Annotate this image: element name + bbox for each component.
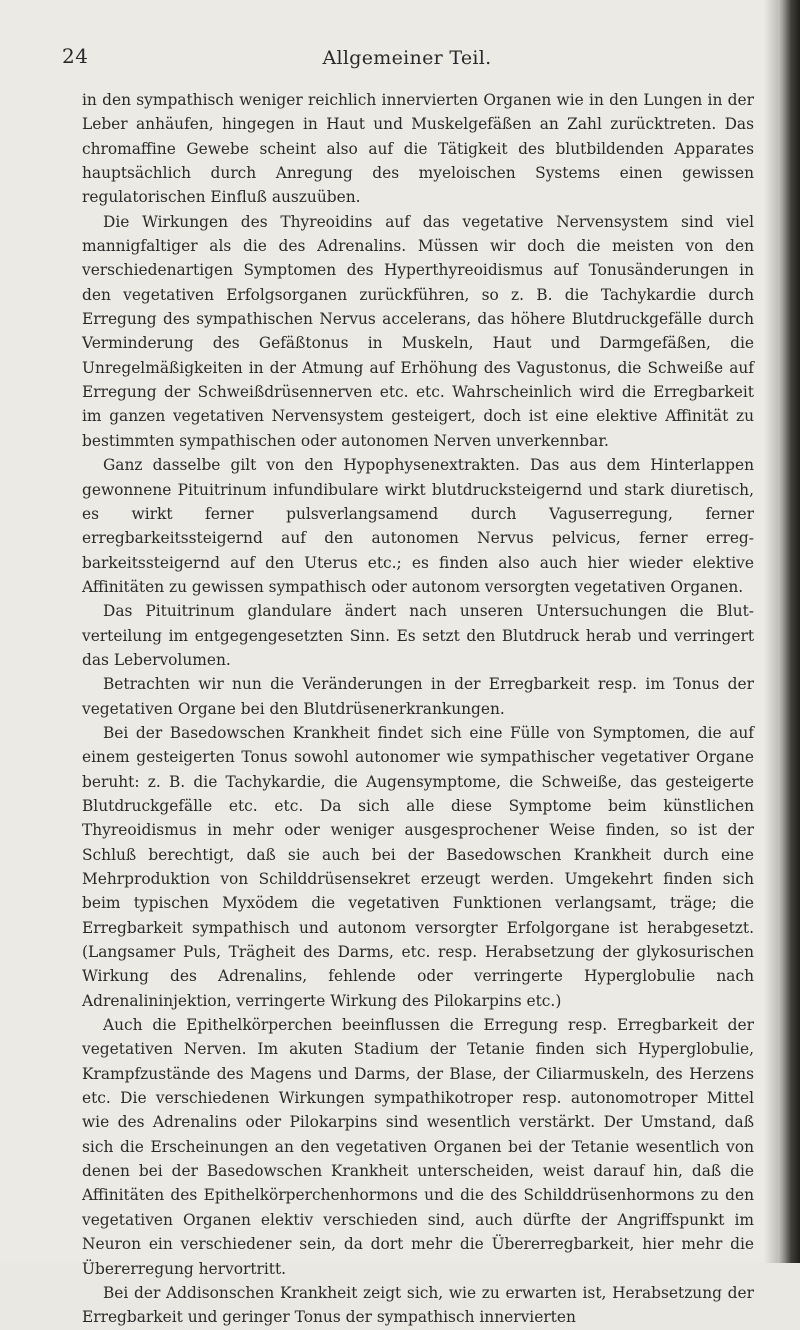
page-gutter-shadow	[764, 0, 778, 1263]
paragraph: Auch die Epithelkörperchen beeinflussen die Erregung resp. Erregbarkeit der vegetativen Nerven. Im akuten Stadium der Tetanie finden sich Hyperglobulie, Krampfzustände des Magens und Darms, der Blase, der Ciliarmuskeln, des Herzens etc. Die verschiedenen Wirkungen sympathikotroper resp. autonomotroper Mittel wie des Adrenalins oder Pilokarpins sind wesentlich verstärkt. Der Umstand, daß sich die Erscheinungen an den vegetativen Organen bei der Tetanie wesentlich von denen bei der Basedowschen Krankheit unterscheiden, weist darauf hin, daß die Affinitäten des Epithelkörperchenhormons und die des Schilddrüsenhormons zu den vegetativen Organen elektiv verschieden sind, auch dürfte der Angriffspunkt im Neuron ein verschiedener sein, da dort mehr die Übererregbarkeit, hier mehr die Übererregung hervortritt.	[82, 1016, 754, 1278]
page-header	[62, 44, 752, 74]
paragraph: Das Pituitrinum glandulare ändert nach unseren Untersuchungen die Blutverteilung im entgegengesetzten Sinn. Es setzt den Blutdruck herab und verringert das Lebervolumen.	[82, 602, 754, 669]
paragraph: Betrachten wir nun die Veränderungen in der Erregbarkeit resp. im Tonus der vegetativen Organe bei den Blutdrüsenerkrankungen.	[82, 675, 754, 718]
book-binding-edge	[778, 0, 800, 1263]
page-number: 24	[62, 44, 89, 68]
paragraph: Die Wirkungen des Thyreoidins auf das vegetative Nervensystem sind viel mannigfaltiger als die des Adrenalins. Müssen wir doch die meisten von den verschiedenartigen Symptomen des Hyperthyreoidismus auf Tonusänderungen in den vegetativen Erfolgsorganen zurückführen, so z. B. die Tachykardie durch Erregung des sympathischen Nervus accelerans, das höhere Blutdruckgefälle durch Verminderung des Gefäßtonus in Muskeln, Haut und Darmgefäßen, die Unregelmäßigkeiten in der Atmung auf Erhöhung des Vagustonus, die Schweiße auf Erregung der Schweißdrüsennerven etc. etc. Wahrscheinlich wird die Erregbarkeit im ganzen vegetativen Nervensystem gesteigert, doch ist eine elektive Affinität zu bestimmten sympathischen oder autonomen Nerven unverkennbar.	[82, 212, 754, 450]
paragraph: Bei der Addisonschen Krankheit zeigt sich, wie zu erwarten ist, Herabsetzung der Erregbarkeit und geringer Tonus der sympathisch innervierten	[82, 1283, 754, 1327]
running-head: Allgemeiner Teil.	[322, 47, 492, 69]
paragraph: Bei der Basedowschen Krankheit findet sich eine Fülle von Symptomen, die auf einem gesteigerten Tonus sowohl autonomer wie sympathischer vegetativer Organe beruht: z. B. die Tachykardie, die Augensymptome, die Schweiße, das gesteigerte Blutdruckgefälle etc. etc. Da sich alle diese Symptome beim künstlichen Thyreoidismus in mehr oder weniger ausgesprochener Weise finden, so ist der Schluß berechtigt, daß sie auch bei der Basedowschen Krankheit durch eine Mehrproduktion von Schilddrüsensekret erzeugt werden. Umgekehrt finden sich beim typischen Myxödem die vegetativen Funktionen verlangsamt, träge; die Erregbarkeit sympathisch und autonom versorgter Erfolgorgane ist herabgesetzt. (Langsamer Puls, Trägheit des Darms, etc. resp. Herabsetzung der glykosurischen Wirkung des Adrenalins, fehlende oder verringerte Hyperglobulie nach Adrenalininjektion, verringerte Wirkung des Pilokarpins etc.)	[82, 723, 754, 1010]
body-text	[82, 88, 754, 1330]
paragraph: Ganz dasselbe gilt von den Hypophysenextrakten. Das aus dem Hinterlappen gewonnene Pituitrinum infundibulare wirkt blutdrucksteigernd und stark diuretisch, es wirkt ferner pulsverlangsamend durch Vaguserregung, ferner erregbarkeitssteigernd auf den autonomen Nervus pelvicus, ferner erregbarkeitssteigernd auf den Uterus etc.; es finden also auch hier wieder elektive Affinitäten zu gewissen sympathisch oder autonom versorgten vegetativen Organen.	[82, 456, 754, 596]
paragraph: in den sympathisch weniger reichlich innervierten Organen wie in den Lungen in der Leber anhäufen, hingegen in Haut und Muskelgefäßen an Zahl zurücktreten. Das chromaffine Gewebe scheint also auf die Tätigkeit des blutbildenden Apparates hauptsächlich durch Anregung des myeloischen Systems einen gewissen regulatorischen Einfluß auszuüben.	[82, 91, 754, 207]
